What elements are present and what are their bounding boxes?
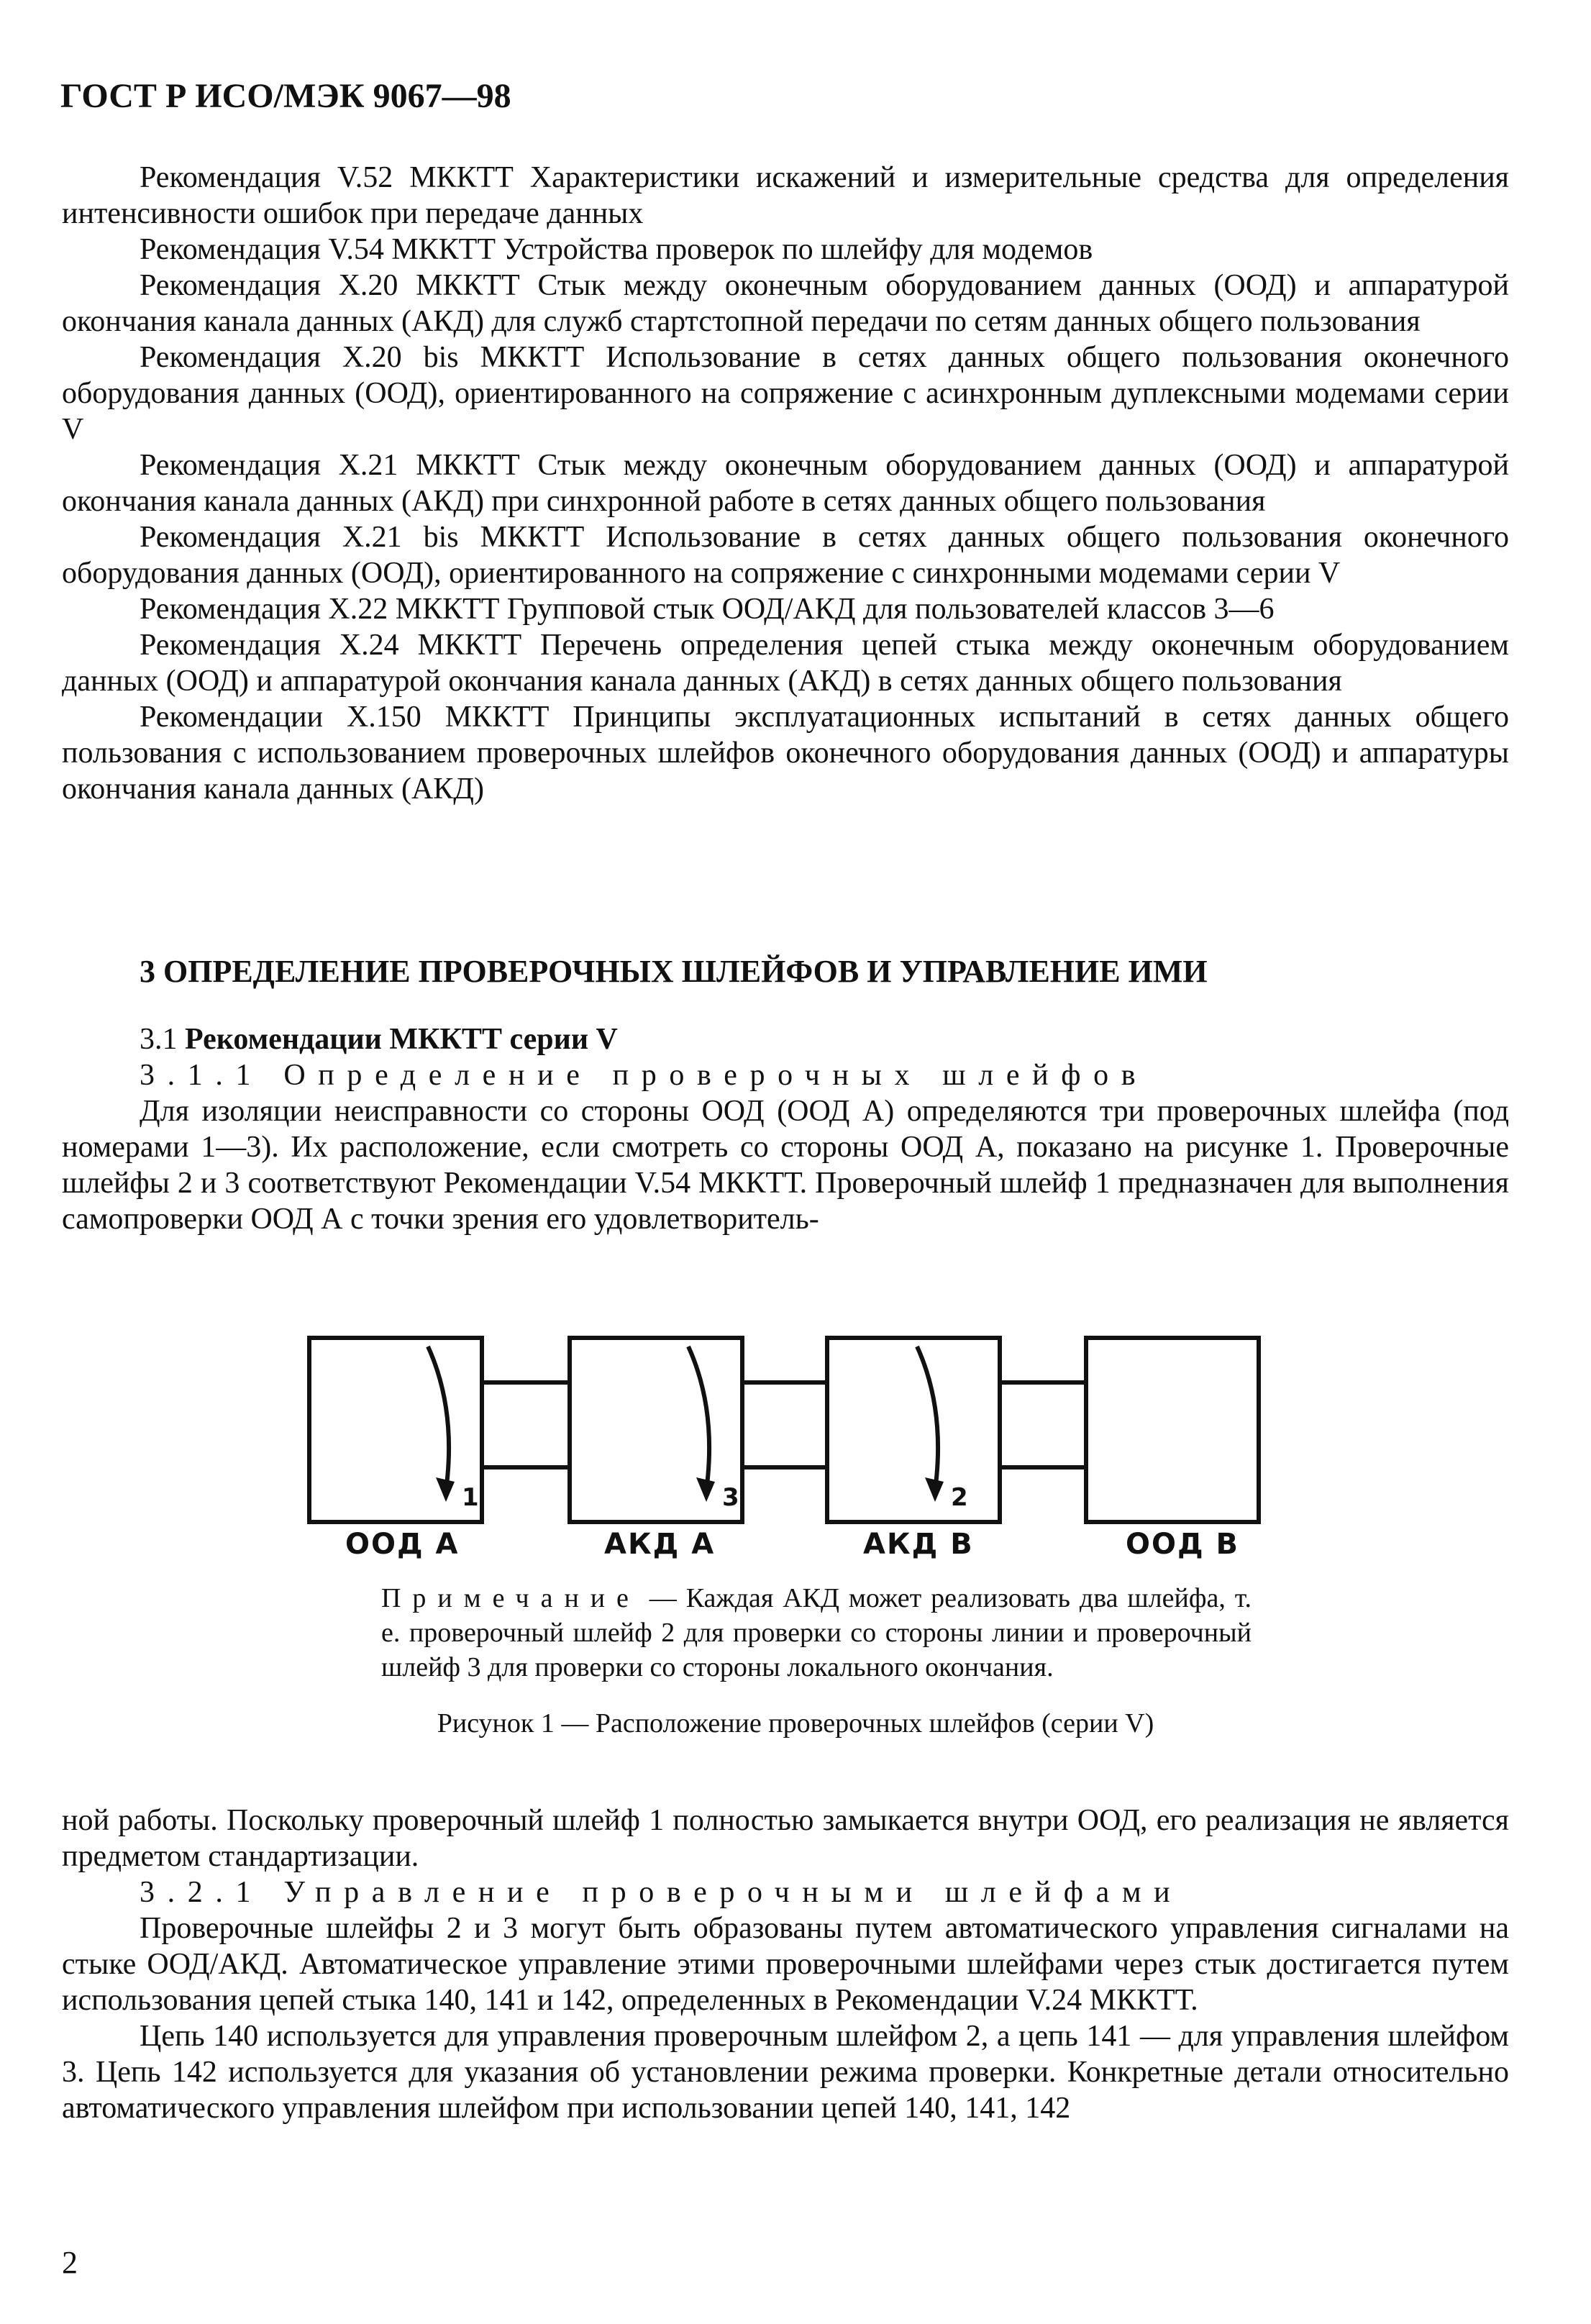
reference-item: Рекомендации X.150 МККТТ Принципы эксплуатационных испытаний в сетях данных общего пользования с использованием проверочных шлейфов оконечного оборудования данных (ООД) и аппаратуры окончания канала данных (АКД) <box>62 701 1509 806</box>
loop-diagram-svg <box>302 1323 1295 1525</box>
box-akd-a <box>570 1338 742 1522</box>
arrowhead <box>696 1477 715 1502</box>
arrowhead <box>436 1477 455 1502</box>
reference-item: Рекомендация X.21 bis МККТТ Использование в сетях данных общего пользования оконечного оборудования данных (ООД), ориентированного на сопряжение с синхронными модемами серии V <box>62 521 1509 590</box>
reference-item: Рекомендация X.22 МККТТ Групповой стык ООД/АКД для пользователей классов 3—6 <box>140 593 1275 626</box>
loop-diagram <box>302 1323 1295 1568</box>
reference-item: Рекомендация X.24 МККТТ Перечень определения цепей стыка между оконечным оборудованием данных (ООД) и аппаратурой окончания канала данных (АКД) в сетях данных общего пользования <box>62 629 1509 698</box>
subsection-title: Рекомендации МККТТ серии V <box>185 1023 618 1056</box>
subsection-heading-3-1-1 <box>62 1057 1509 1093</box>
figure-note <box>381 1581 1252 1685</box>
page-header: ГОСТ Р ИСО/МЭК 9067—98 <box>60 77 511 115</box>
box-label: АКД А <box>604 1528 716 1561</box>
section-heading: 3 ОПРЕДЕЛЕНИЕ ПРОВЕРОЧНЫХ ШЛЕЙФОВ И УПРАВЛЕНИЕ ИМИ <box>140 954 1208 989</box>
loop-number: 2 <box>951 1483 968 1512</box>
box-label: АКД В <box>863 1528 974 1561</box>
page-number: 2 <box>62 2245 78 2280</box>
loop-number: 1 <box>462 1483 479 1512</box>
reference-item: Рекомендация V.54 МККТТ Устройства проверок по шлейфу для модемов <box>140 233 1093 266</box>
loop-arrow-1 <box>428 1346 449 1490</box>
loop-number: 3 <box>722 1483 739 1512</box>
box-label: ООД А <box>345 1528 460 1561</box>
note-label: Примечание <box>381 1583 640 1613</box>
loop-arrow-2 <box>917 1346 938 1490</box>
section-3-block <box>62 922 1509 1237</box>
reference-item: Рекомендация X.21 МККТТ Стык между оконечным оборудованием данных (ООД) и аппаратурой окончания канала данных (АКД) при синхронной работе в сетях данных общего пользования <box>62 449 1509 518</box>
box-akd-b <box>827 1338 1000 1522</box>
subsection-number: 3.1 <box>140 1023 178 1056</box>
reference-item: Рекомендация V.52 МККТТ Характеристики искажений и измерительные средства для определения интенсивности ошибок при передаче данных <box>62 161 1509 230</box>
note-text: — Каждая АКД может реализовать два шлейфа, т. е. проверочный шлейф 2 для проверки со стороны линии и проверочный шлейф 3 для проверки со стороны локального окончания. <box>381 1583 1252 1682</box>
references-block <box>62 160 1509 807</box>
subsection-heading-3-2-1 <box>62 1874 1509 1910</box>
reference-item: Рекомендация X.20 МККТТ Стык между оконечным оборудованием данных (ООД) и аппаратурой окончания канала данных (АКД) для служб стартстопной передачи по сетям данных общего пользования <box>62 269 1509 338</box>
box-ood-b <box>1086 1338 1259 1522</box>
subsection-heading-3-1 <box>62 1021 1509 1057</box>
loop-arrow-3 <box>688 1346 709 1490</box>
continuation-block <box>62 1803 1509 2126</box>
paragraph: Цепь 140 используется для управления проверочным шлейфом 2, а цепь 141 — для управления шлейфом 3. Цепь 142 используется для указания об установлении режима проверки. Конкретные детали относительно автоматического управления шлейфом при использовании цепей 140, 141, 142 <box>62 2020 1509 2125</box>
paragraph: ной работы. Поскольку проверочный шлейф 1 полностью замыкается внутри ООД, его реализация не является предметом стандартизации. <box>62 1804 1509 1873</box>
box-label: ООД В <box>1126 1528 1240 1561</box>
paragraph: Проверочные шлейфы 2 и 3 могут быть образованы путем автоматического управления сигналами на стыке ООД/АКД. Автоматическое управление этими проверочными шлейфами через стык достигается путем использования цепей стыка 140, 141 и 142, определенных в Рекомендации V.24 МККТТ. <box>62 1912 1509 2017</box>
subsection-title-spaced: 3.2.1 Управление проверочными шлейфами <box>140 1876 1183 1909</box>
box-ood-a <box>309 1338 482 1522</box>
reference-item: Рекомендация X.20 bis МККТТ Использование в сетях данных общего пользования оконечного оборудования данных (ООД), ориентированного на сопряжение с асинхронным дуплексными модемами серии V <box>62 341 1509 446</box>
figure-caption: Рисунок 1 — Расположение проверочных шлейфов (серии V) <box>437 1708 1154 1739</box>
subsection-title-spaced: 3.1.1 Определение проверочных шлейфов <box>140 1059 1149 1092</box>
arrowhead <box>925 1477 944 1502</box>
paragraph: Для изоляции неисправности со стороны ООД (ООД А) определяются три проверочных шлейфа (под номерами 1—3). Их расположение, если смотреть со стороны ООД А, показано на рисунке 1. Проверочные шлейфы 2 и 3 соответствуют Рекомендации V.54 МККТТ. Проверочный шлейф 1 предназначен для выполнения самопроверки ООД А с точки зрения его удовлетворитель- <box>62 1095 1509 1236</box>
